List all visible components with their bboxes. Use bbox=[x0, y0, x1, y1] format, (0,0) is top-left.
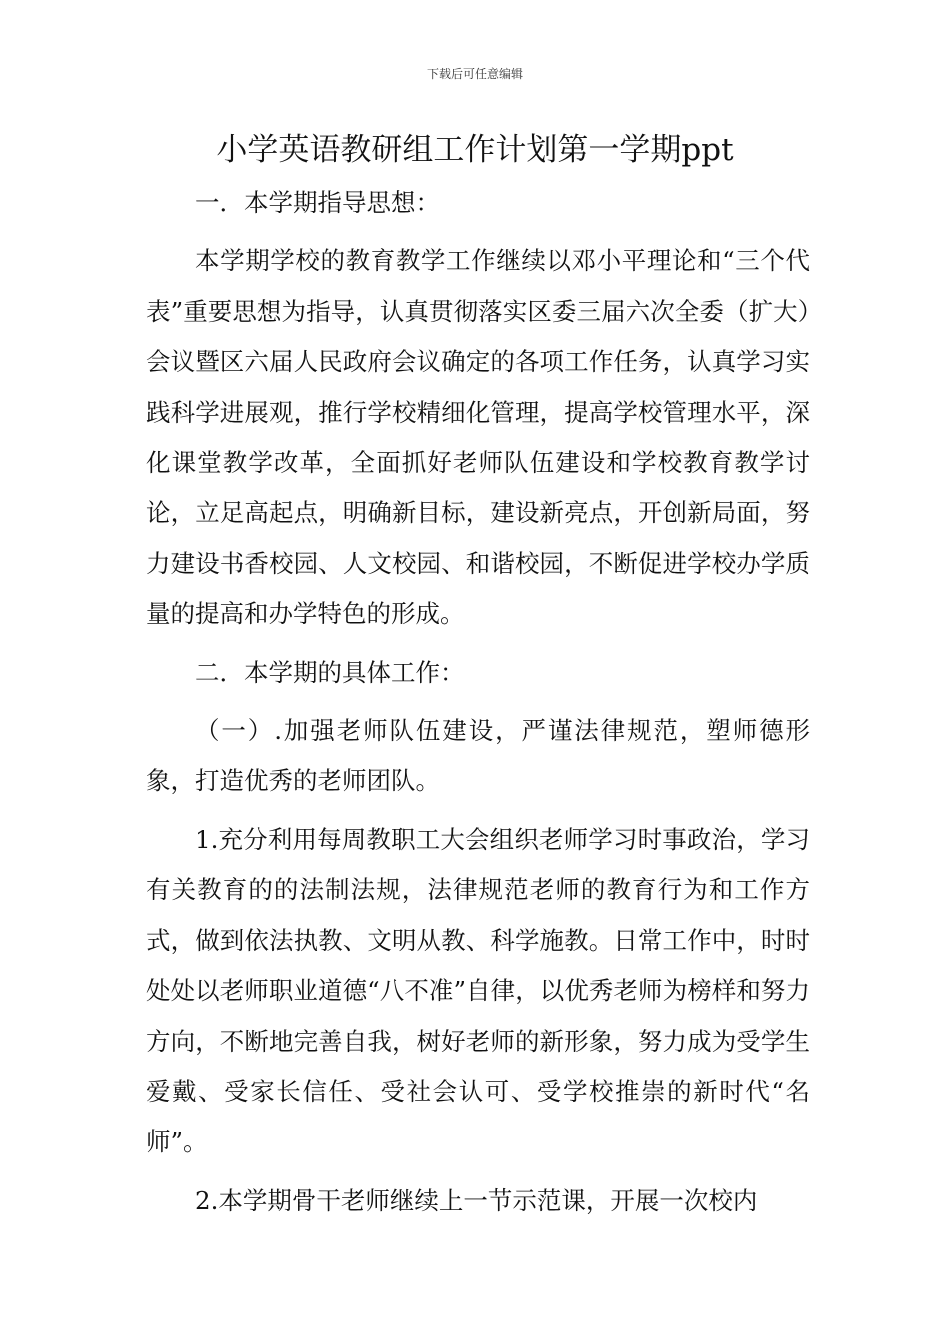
section-heading-guiding-thought: 一．本学期指导思想： bbox=[195, 188, 440, 217]
document-title: 小学英语教研组工作计划第一学期ppt bbox=[216, 132, 734, 168]
paragraph-item-2: 2.本学期骨干老师继续上一节示范课，开展一次校内 bbox=[195, 1185, 758, 1215]
subsection-heading-teacher-team: （一）.加强老师队伍建设，严谨法律规范，塑师德形象，打造优秀的老师团队。 bbox=[146, 716, 810, 796]
paragraph-item-1: 1.充分利用每周教职工大会组织老师学习时事政治，学习有关教育的的法制法规，法律规范老师的教育行为和工作方式，做到依法执教、文明从教、科学施教。日常工作中，时时处处以老师职业道德“八不准”自律，以优秀老师为榜样和努力方向，不断地完善自我，树好老师的新形象，努力成为受学生爱戴、受家长信任、受社会认可、受学校推崇的新时代“名师”。 bbox=[146, 824, 810, 1157]
paragraph-guiding-thought: 本学期学校的教育教学工作继续以邓小平理论和“三个代表”重要思想为指导，认真贯彻落实区委三届六次全委（扩大）会议暨区六届人民政府会议确定的各项工作任务，认真学习实践科学进展观，推行学校精细化管理，提高学校管理水平，深化课堂教学改革，全面抓好老师队伍建设和学校教育教学讨论，立足高起点，明确新目标，建设新亮点，开创新局面，努力建设书香校园、人文校园、和谐校园，不断促进学校办学质量的提高和办学特色的形成。 bbox=[146, 246, 810, 629]
page-header-note: 下载后可任意编辑 bbox=[426, 67, 523, 81]
section-heading-specific-work: 二．本学期的具体工作： bbox=[195, 657, 465, 687]
document-body bbox=[146, 178, 810, 1226]
